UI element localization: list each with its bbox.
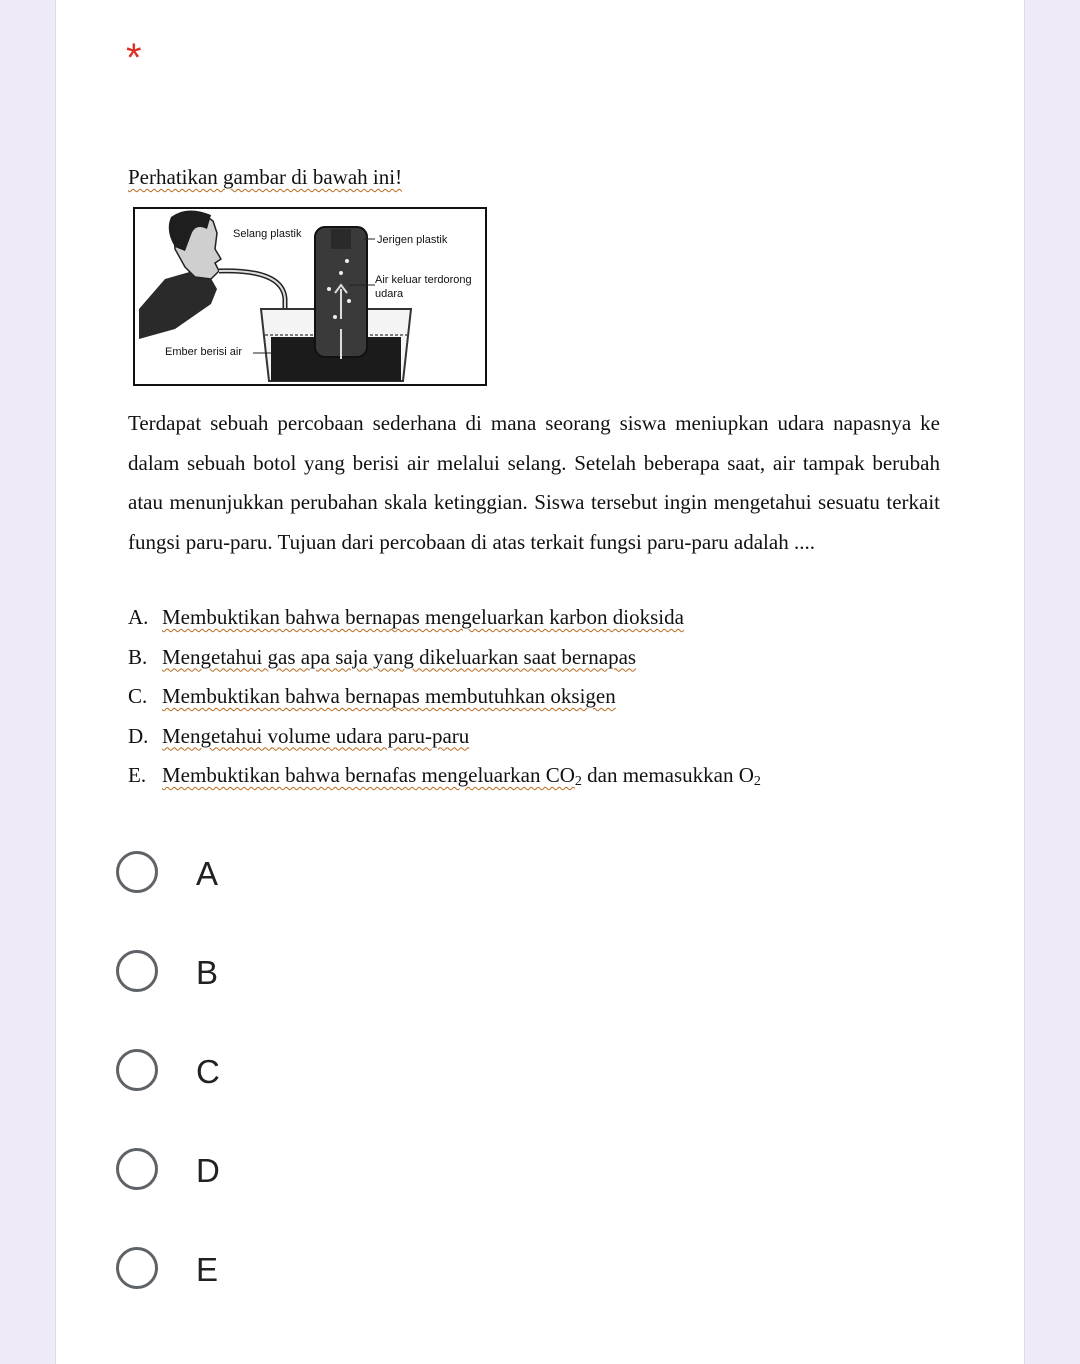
label-water-out-1: Air keluar terdorong [375, 274, 472, 286]
label-water-out-2: udara [375, 288, 404, 300]
option-text: Mengetahui gas apa saja yang dikeluarkan saat bernapas [162, 644, 637, 669]
radio-button[interactable] [116, 950, 158, 992]
radio-choice-e[interactable] [116, 1247, 416, 1346]
radio-choice-b[interactable] [116, 950, 416, 1049]
option-d [128, 722, 761, 762]
radio-choice-a[interactable] [116, 851, 416, 950]
label-hose: Selang plastik [233, 228, 302, 240]
question-intro: Perhatikan gambar di bawah ini! [128, 165, 403, 189]
subscript: 2 [574, 774, 582, 789]
radio-label[interactable]: B [196, 954, 219, 991]
radio-label[interactable]: A [196, 855, 219, 892]
option-letter: E. [128, 763, 147, 787]
option-letter: D. [128, 723, 149, 748]
question-card [55, 0, 1025, 1364]
radio-button[interactable] [116, 1148, 158, 1190]
option-text: Mengetahui volume udara paru-paru [162, 723, 470, 748]
option-text: Membuktikan bahwa bernapas mengeluarkan karbon dioksida [162, 605, 684, 629]
radio-label[interactable]: D [196, 1152, 220, 1189]
question-paragraph: Terdapat sebuah percobaan sederhana di mana seorang siswa meniupkan udara napasnya ke dalam sebuah botol yang berisi air melalui selang. Setelah beberapa saat, air tampak berubah atau menunjukkan perubahan skala ketinggian. Siswa tersebut ingin mengetahui sesuatu terkait fungsi paru-paru. Tujuan dari percobaan di atas terkait fungsi paru-paru adalah .... [128, 411, 940, 555]
option-text: Membuktikan bahwa bernapas membutuhkan oksigen [162, 684, 616, 708]
radio-choice-d[interactable] [116, 1148, 416, 1247]
subscript: 2 [753, 774, 761, 789]
required-asterisk: * [126, 36, 142, 80]
radio-button[interactable] [116, 1247, 158, 1289]
radio-group [116, 851, 416, 1346]
radio-label[interactable]: E [196, 1251, 219, 1288]
option-letter: A. [128, 605, 149, 629]
radio-button[interactable] [116, 1049, 158, 1091]
option-a [128, 603, 761, 643]
option-c [128, 682, 761, 722]
radio-button[interactable] [116, 851, 158, 893]
experiment-figure [133, 207, 487, 386]
answer-options-list [128, 603, 761, 801]
label-jerrycan: Jerigen plastik [377, 234, 448, 246]
radio-label[interactable]: C [196, 1053, 220, 1090]
option-e [128, 761, 761, 801]
option-text-mid: dan memasukkan O [581, 763, 754, 787]
option-b [128, 643, 761, 683]
label-bucket: Ember berisi air [165, 346, 243, 358]
radio-choice-c[interactable] [116, 1049, 416, 1148]
option-text-before: Membuktikan bahwa bernafas mengeluarkan CO [162, 763, 575, 787]
experiment-illustration [135, 209, 484, 383]
option-letter: C. [128, 684, 148, 708]
option-letter: B. [128, 644, 148, 669]
